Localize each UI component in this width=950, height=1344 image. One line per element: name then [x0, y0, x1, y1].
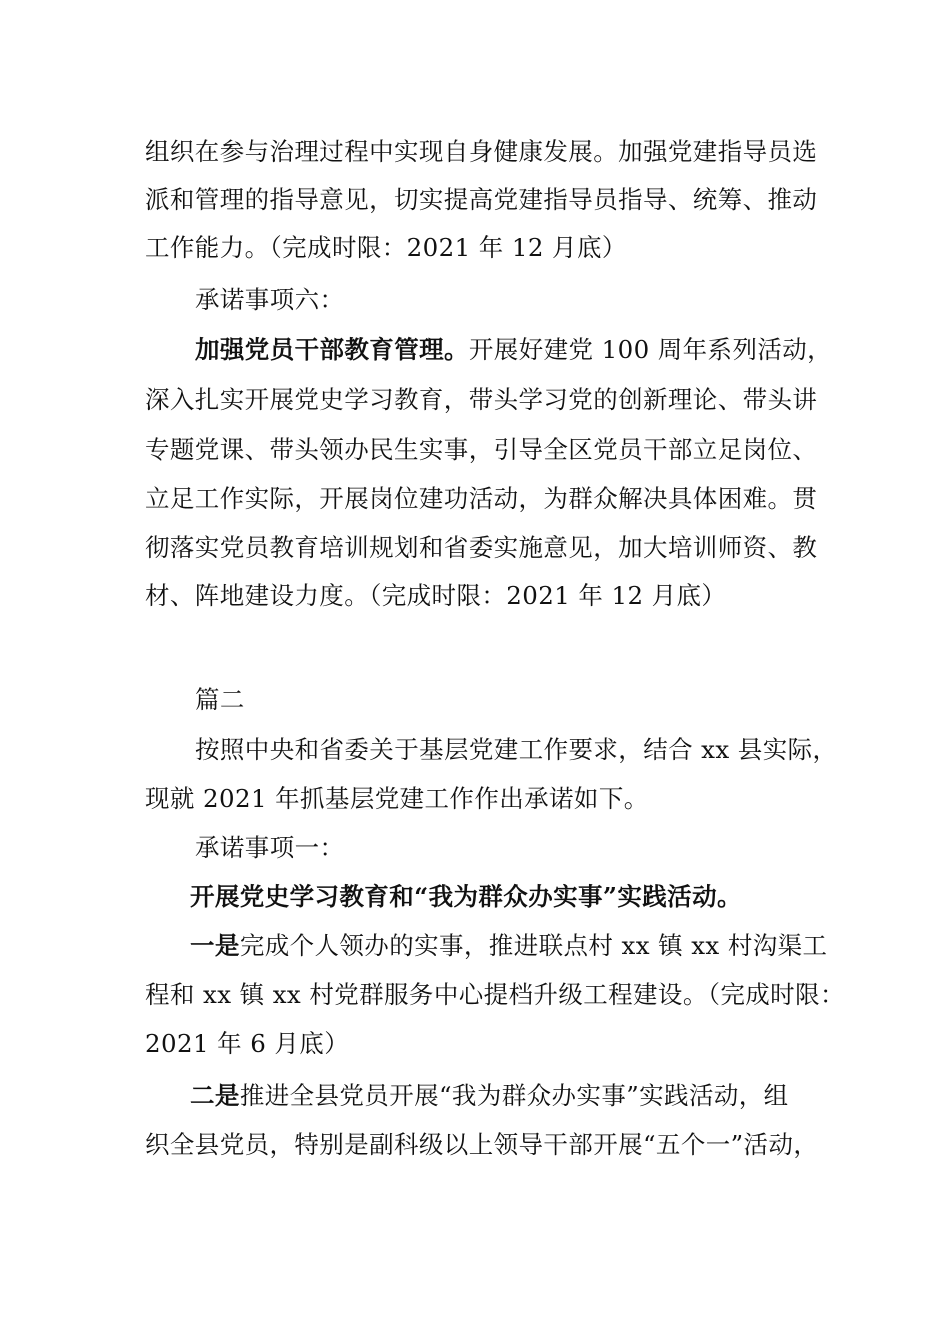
section-title: 篇二: [195, 685, 245, 714]
paragraph-line: 工作能力。（完成时限：2021 年 12 月底）: [145, 233, 627, 262]
paragraph-line: 程和 xx 镇 xx 村党群服务中心提档升级工程建设。（完成时限：: [145, 980, 845, 1009]
paragraph-line: 织全县党员，特别是副科级以上领导干部开展“五个一”活动，: [145, 1130, 819, 1159]
bold-lead-phrase: 一是: [190, 931, 240, 960]
paragraph-line: 按照中央和省委关于基层党建工作要求，结合 xx 县实际，: [195, 735, 838, 764]
paragraph-text: 推进全县党员开展“我为群众办实事”实践活动，组: [239, 1081, 789, 1110]
paragraph-line: [190, 1076, 825, 1116]
paragraph-line: 组织在参与治理过程中实现自身健康发展。加强党建指导员选: [145, 137, 818, 166]
paragraph-line: [195, 330, 833, 370]
bold-lead-phrase: 二是: [190, 1081, 240, 1110]
paragraph-line: 立足工作实际，开展岗位建功活动，为群众解决具体困难。贯: [145, 484, 818, 513]
paragraph-line: 专题党课、带头领办民生实事，引导全区党员干部立足岗位、: [145, 435, 818, 464]
bold-lead-phrase: 加强党员干部教育管理。: [195, 335, 469, 364]
paragraph-line: 材、阵地建设力度。（完成时限：2021 年 12 月底）: [145, 581, 727, 610]
paragraph-line: 现就 2021 年抓基层党建工作作出承诺如下。: [145, 784, 649, 813]
paragraph-line: 2021 年 6 月底）: [145, 1029, 350, 1058]
commitment-heading-one: 承诺事项一：: [195, 833, 345, 862]
paragraph-line: [190, 926, 828, 966]
paragraph-line: 派和管理的指导意见，切实提高党建指导员指导、统筹、推动: [145, 185, 818, 214]
commitment-title: 开展党史学习教育和“我为群众办实事”实践活动。: [190, 882, 742, 911]
paragraph-line: 深入扎实开展党史学习教育，带头学习党的创新理论、带头讲: [145, 385, 818, 414]
paragraph-line: 彻落实党员教育培训规划和省委实施意见，加大培训师资、教: [145, 533, 818, 562]
commitment-heading-six: 承诺事项六：: [195, 285, 345, 314]
paragraph-text: 开展好建党 100 周年系列活动，: [468, 335, 833, 364]
paragraph-text: 完成个人领办的实事，推进联点村 xx 镇 xx 村沟渠工: [239, 931, 828, 960]
